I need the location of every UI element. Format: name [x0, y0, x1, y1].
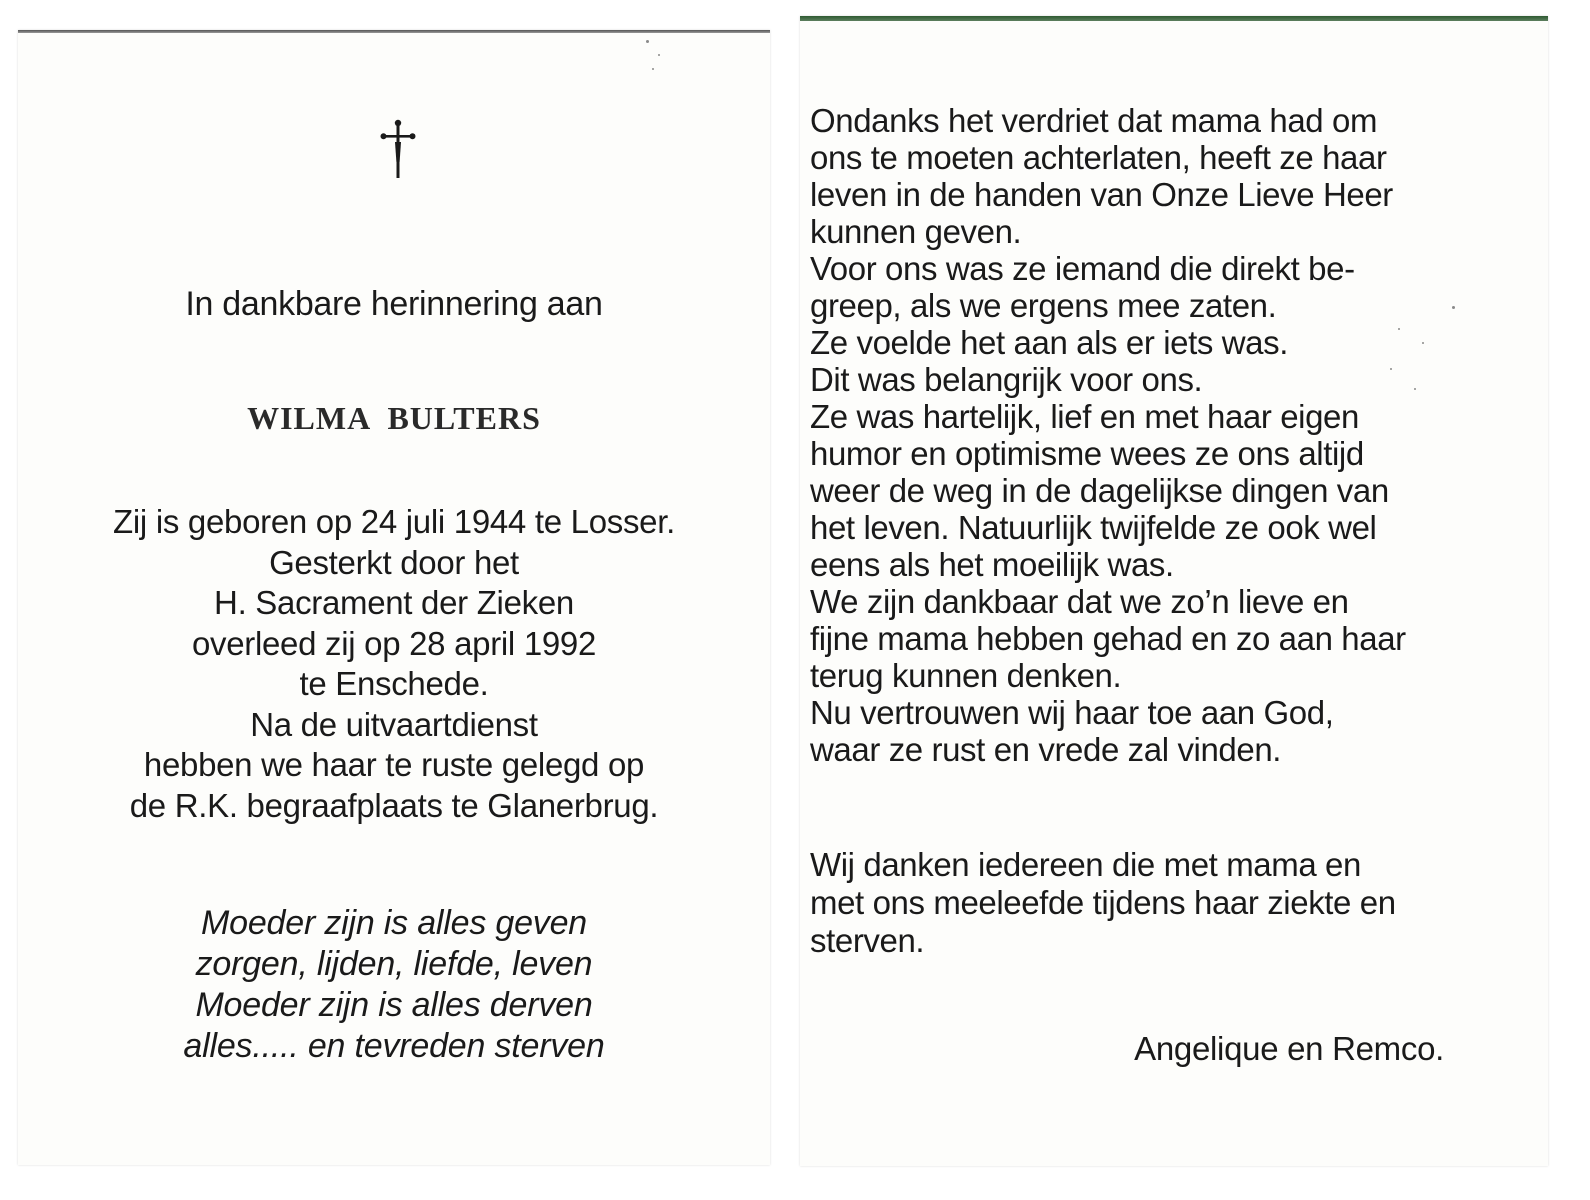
paragraph-line: Nu vertrouwen wij haar toe aan God, [810, 694, 1334, 731]
paragraph-line: greep, als we ergens mee zaten. [810, 287, 1277, 324]
paragraph-line: Ze was hartelijk, lief en met haar eigen [810, 398, 1359, 435]
paragraph-line: kunnen geven. [810, 213, 1022, 250]
memorial-card-front [18, 30, 770, 1165]
paragraph-line: waar ze rust en vrede zal vinden. [810, 731, 1282, 768]
card-top-edge [800, 16, 1548, 21]
bio-line: H. Sacrament der Zieken [214, 584, 574, 621]
bio-line: de R.K. begraafplaats te Glanerbrug. [129, 786, 659, 824]
paragraph-line: We zijn dankbaar dat we zo’n lieve en [810, 583, 1349, 620]
paragraph-line: Ondanks het verdriet dat mama had om [810, 102, 1378, 139]
paragraph-line: Dit was belangrijk voor ons. [810, 361, 1203, 398]
bio-line: Zij is geboren op 24 juli 1944 te Losser. [113, 503, 675, 540]
thanks-line: met ons meeleefde tijdens haar ziekte en [810, 884, 1396, 921]
memorial-card-back [800, 16, 1548, 1166]
paragraph-line: leven in de handen van Onze Lieve Heer [810, 176, 1393, 213]
card-top-edge [18, 30, 770, 33]
poem-line: Moeder zijn is alles geven [201, 904, 587, 942]
scan-speck [1414, 388, 1416, 390]
scan-speck [646, 40, 649, 43]
poem-line: alles..... en tevreden sterven [183, 1027, 605, 1065]
paragraph-line: het leven. Natuurlijk twijfelde ze ook wel [810, 509, 1377, 546]
bio-line: overleed zij op 28 april 1992 [191, 624, 597, 662]
paragraph-line: weer de weg in de dagelijkse dingen van [810, 472, 1389, 509]
scan-speck [1398, 328, 1400, 330]
thanks-line: Wij danken iedereen die met mama en [810, 846, 1361, 883]
paragraph-line: eens als het moeilijk was. [810, 546, 1174, 583]
tribute-paragraph [810, 102, 1442, 768]
poem [18, 903, 770, 1067]
paragraph-line: ons te moeten achterlaten, heeft ze haar [810, 139, 1387, 176]
scan-speck [1452, 306, 1455, 309]
intro-text: In dankbare herinnering aan [185, 285, 603, 323]
paragraph-line: Ze voelde het aan als er iets was. [810, 324, 1289, 361]
bio-line: Na de uitvaartdienst [250, 705, 538, 743]
scan-speck [1422, 342, 1424, 344]
paragraph-line: humor en optimisme wees ze ons altijd [810, 435, 1364, 472]
deceased-name: WILMA BULTERS [247, 400, 541, 436]
thanks-line: sterven. [810, 922, 925, 959]
biography [18, 502, 770, 826]
scan-speck [658, 54, 660, 56]
poem-line: zorgen, lijden, liefde, leven [195, 945, 593, 983]
scan-speck [652, 68, 654, 70]
poem-line: Moeder zijn is alles derven [195, 986, 593, 1024]
cross-icon [378, 118, 418, 180]
thanks-paragraph [810, 846, 1442, 960]
signature: Angelique en Remco. [1134, 1030, 1444, 1067]
paragraph-line: terug kunnen denken. [810, 657, 1122, 694]
bio-line: te Enschede. [299, 665, 489, 702]
bio-line: Gesterkt door het [269, 543, 519, 581]
paragraph-line: fijne mama hebben gehad en zo aan haar [810, 620, 1406, 657]
paragraph-line: Voor ons was ze iemand die direkt be- [810, 250, 1355, 287]
scan-speck [1390, 368, 1392, 370]
bio-line: hebben we haar te ruste gelegd op [143, 746, 645, 783]
